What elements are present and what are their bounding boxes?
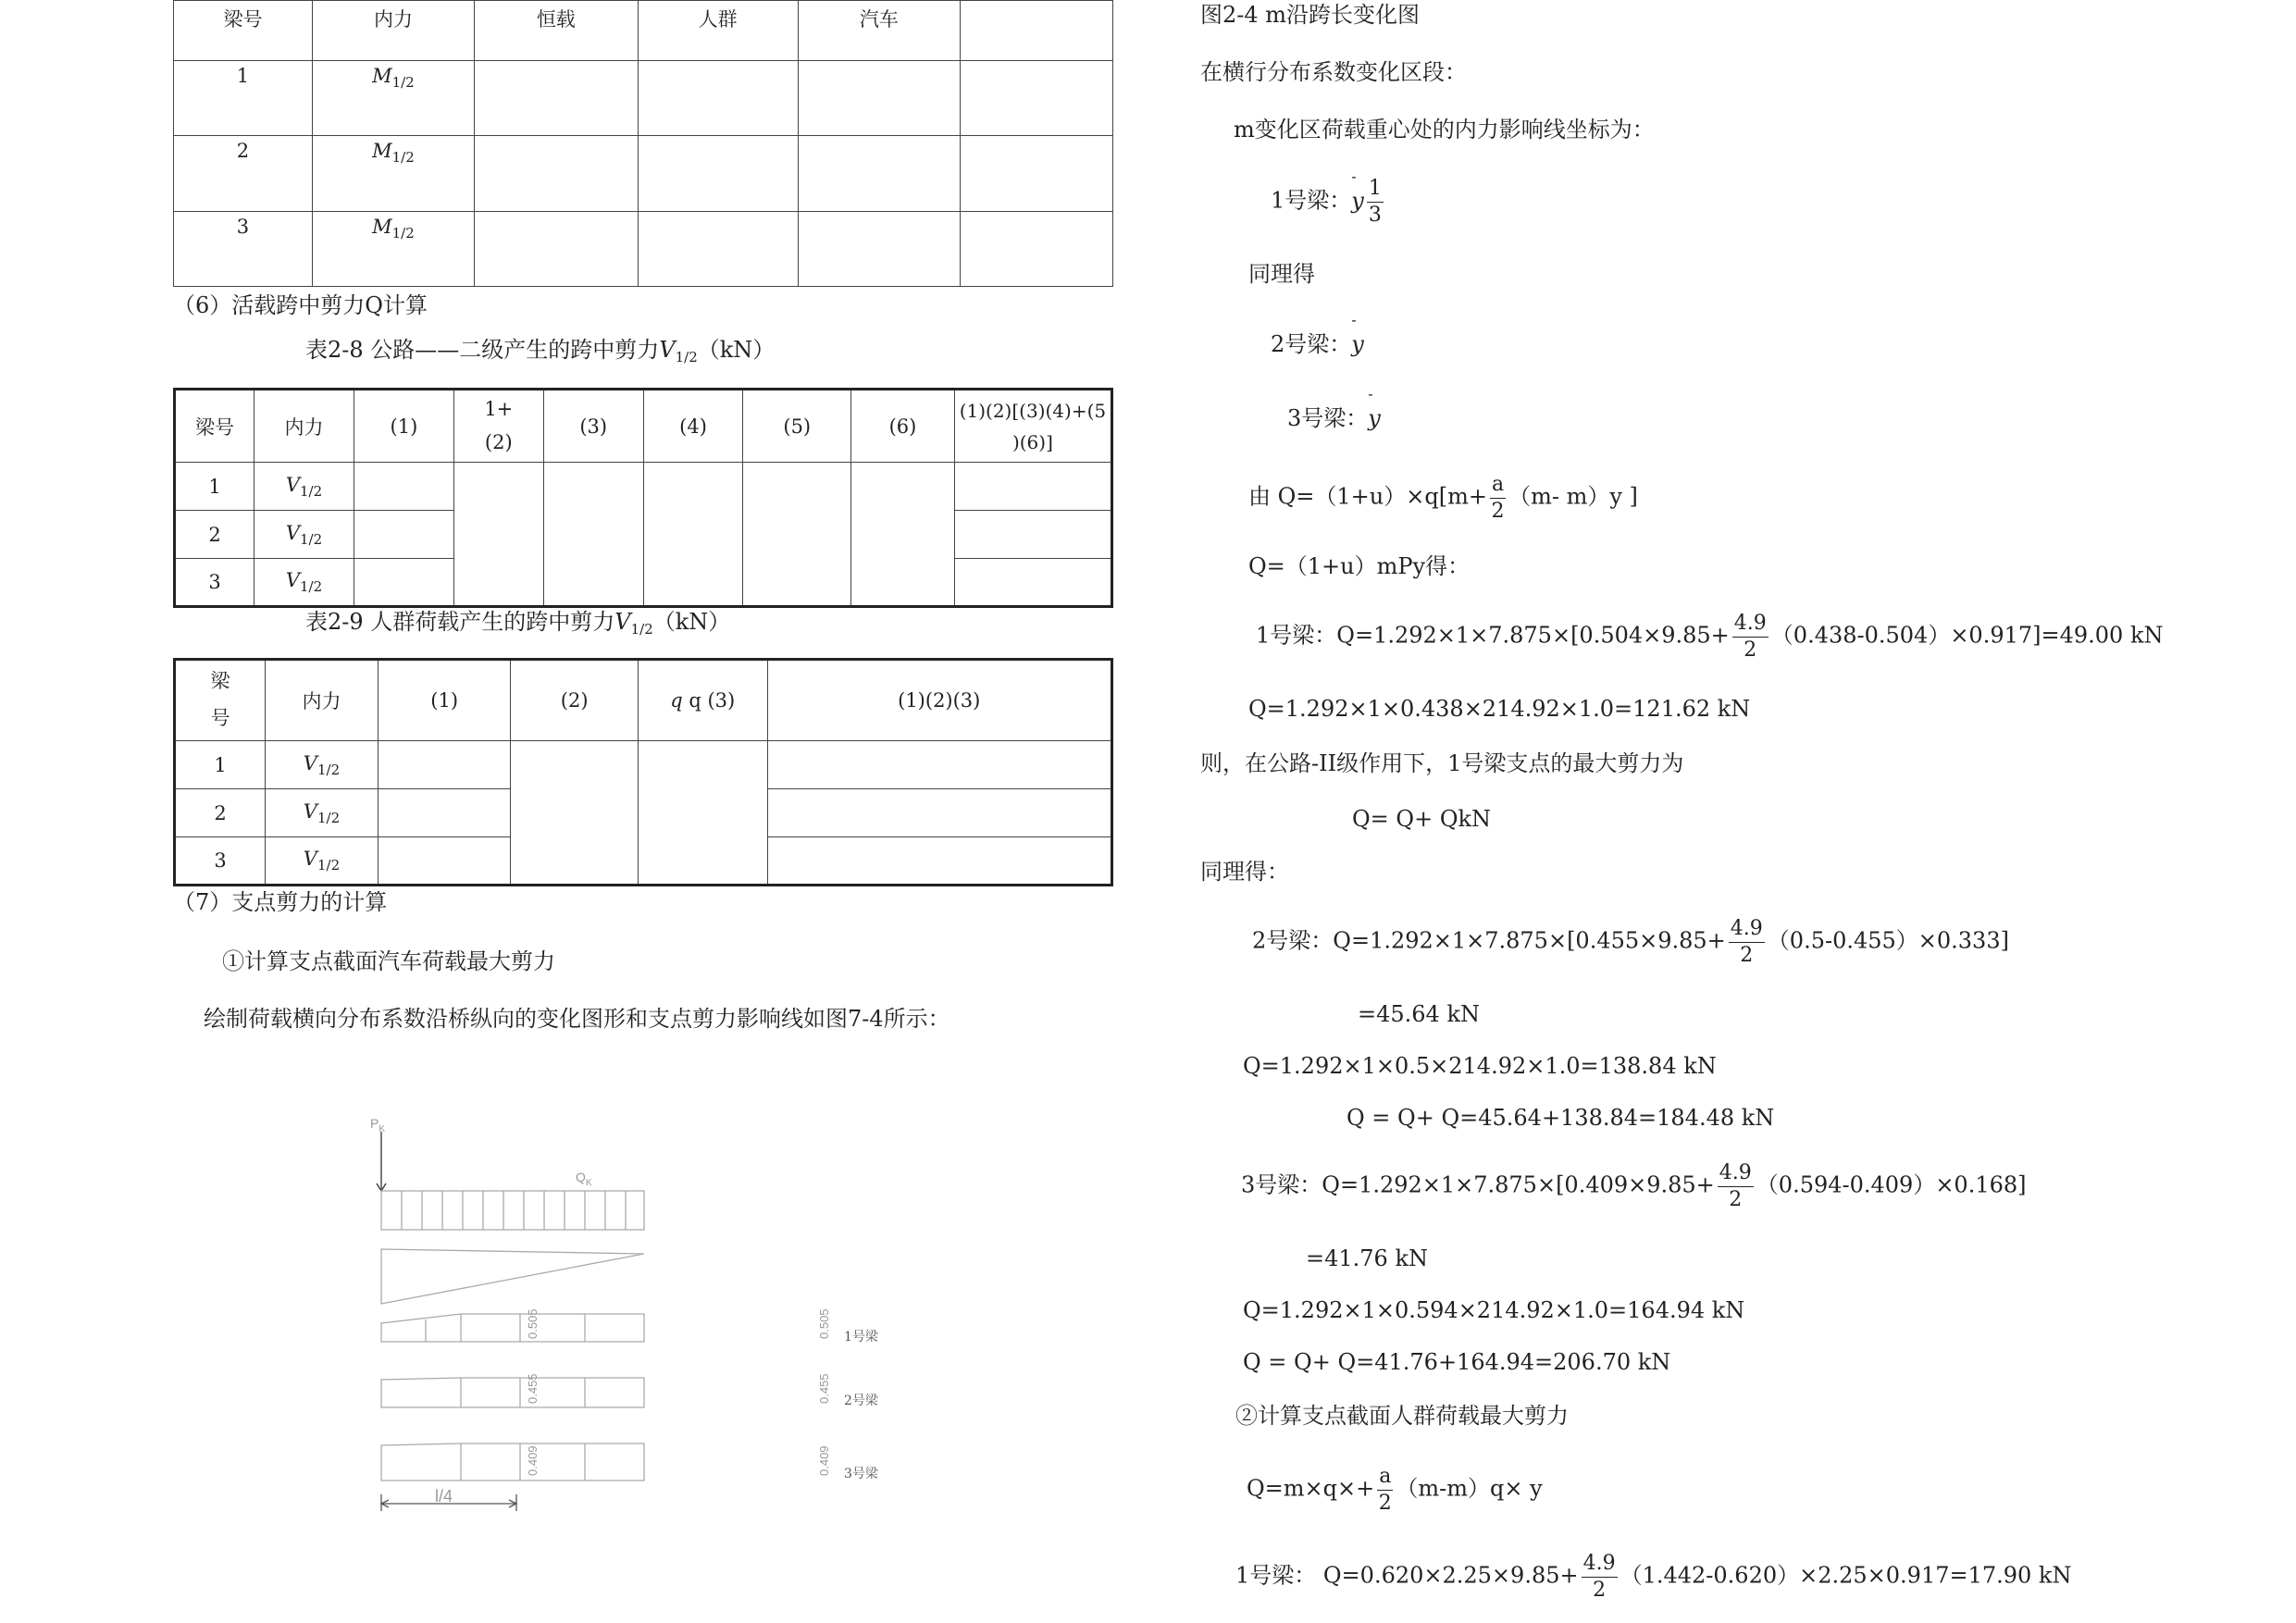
force-cell: $M_{1/2}$ [312, 136, 474, 212]
zone-text: 在横行分布系数变化区段： [1200, 59, 1467, 85]
span-label: l/4 [435, 1487, 453, 1505]
row-number: 3 [175, 837, 266, 886]
header-cell: (5) [743, 390, 851, 463]
table-2-8 [173, 388, 1113, 608]
force-cell: $V_{1/2}$ [254, 463, 354, 511]
row-number: 3 [174, 212, 313, 287]
row-number: 1 [174, 61, 313, 136]
beam-label: 1号梁 [844, 1330, 878, 1344]
influence-line-diagram [361, 1106, 898, 1531]
calc-line: Q = Q+ Q=41.76+164.94=206.70 kN [1243, 1349, 1671, 1375]
header-cell: 汽车 [798, 1, 961, 61]
formula-q2: Q=（1+u）mPy得： [1248, 553, 1471, 579]
table-caption-2-8: 表2-8 公路——二级产生的跨中剪力$V_{1/2}(kN)$ [305, 337, 776, 365]
header-cell: (1)(2)[(3)(4)+(5 )(6)] [954, 390, 1111, 463]
header-cell: (1)(2)(3) [767, 660, 1112, 741]
calc-line: Q=1.292×1×0.594×214.92×1.0=164.94 kN [1243, 1297, 1745, 1323]
header-cell: 1+ (2) [453, 390, 543, 463]
value-label: 0.409 [526, 1445, 540, 1476]
section-heading-6: （6）活载跨中剪力Q计算 [173, 292, 428, 318]
beam-label: 2号梁 [844, 1394, 878, 1408]
row-number: 2 [175, 789, 266, 837]
beam-label: 3号梁 [844, 1467, 878, 1481]
value-label: 0.455 [526, 1373, 540, 1404]
header-cell: (6) [851, 390, 955, 463]
row-number: 2 [174, 136, 313, 212]
calc-line: Q=m×q×+ $\frac{a}{2}$ （m-m）q× y [1247, 1465, 1543, 1515]
header-cell: 内力 [312, 1, 474, 61]
calc-line: 1号梁： Q=0.620×2.25×9.85+ $\frac{4.9}{2}$ （1.442-0.620）×2.25×0.917=17.90 kN [1235, 1552, 2072, 1602]
force-cell: $V_{1/2}$ [266, 741, 379, 789]
force-cell: $V_{1/2}$ [254, 511, 354, 559]
internal-force-table [173, 0, 1113, 287]
calc-line: 1号梁：Q=1.292×1×7.875×[0.504×9.85+ $\frac{4.9}{2}$ （0.438-0.504）×0.917]=49.00 kN [1256, 612, 2164, 662]
figure-title: 图2-4 m沿跨长变化图 [1200, 2, 1421, 28]
header-cell: q q (3) [638, 660, 767, 741]
row-number: 2 [175, 511, 254, 559]
table-caption-2-9: 表2-9 人群荷载产生的跨中剪力$V_{1/2}(kN)$ [305, 609, 731, 638]
header-cell: 梁号 [175, 390, 254, 463]
header-cell: 梁号 [174, 1, 313, 61]
qk-label: $Q_K$ [576, 1170, 592, 1188]
figure-intro-text: 绘制荷载横向分布系数沿桥纵向的变化图形和支点剪力影响线如图7-4所示： [204, 1006, 950, 1032]
header-cell: (4) [643, 390, 743, 463]
row-number: 1 [175, 463, 254, 511]
calc-line: =45.64 kN [1358, 1001, 1480, 1027]
force-cell: $V_{1/2}$ [266, 837, 379, 886]
calc-line: 则，在公路-II级作用下，1号梁支点的最大剪力为 [1200, 750, 1684, 776]
coord-text: m变化区荷载重心处的内力影响线坐标为： [1234, 117, 1655, 142]
force-cell: $V_{1/2}$ [254, 559, 354, 607]
value-label: 0.505 [526, 1308, 540, 1339]
calc-line: 3号梁：Q=1.292×1×7.875×[0.409×9.85+ $\frac{4.9}{2}$ （0.594-0.409）×0.168] [1241, 1161, 2027, 1211]
beam3-coord: 3号梁：- y [1287, 407, 1381, 429]
section-heading-7: （7）支点剪力的计算 [173, 889, 388, 915]
beam2-coord: 2号梁：- y [1271, 333, 1364, 355]
header-cell: 恒载 [474, 1, 638, 61]
header-cell: (3) [543, 390, 643, 463]
row-number: 3 [175, 559, 254, 607]
calc-line: Q = Q+ Q=45.64+138.84=184.48 kN [1347, 1105, 1775, 1131]
calc-line: Q=1.292×1×0.5×214.92×1.0=138.84 kN [1243, 1053, 1717, 1079]
force-cell: $V_{1/2}$ [266, 789, 379, 837]
calc-line: 同理得： [1200, 859, 1289, 885]
header-cell: 梁 号 [175, 660, 266, 741]
load-hatch [402, 1191, 626, 1230]
header-cell: 人群 [638, 1, 798, 61]
force-cell: $M_{1/2}$ [312, 212, 474, 287]
pk-label: $P_K$ [370, 1116, 386, 1134]
header-cell: 内力 [254, 390, 354, 463]
calc-line: 2号梁：Q=1.292×1×7.875×[0.455×9.85+ $\frac{4.9}{2}$ （0.5-0.455）×0.333] [1252, 917, 2009, 967]
calc-line: =41.76 kN [1306, 1245, 1428, 1271]
value-label: 0.409 [817, 1445, 831, 1476]
calc-line: Q=1.292×1×0.438×214.92×1.0=121.62 kN [1248, 696, 1751, 722]
beam1-coord: 1号梁：- y $\frac{1}{3}$ [1271, 176, 1386, 228]
step-2-heading: ②计算支点截面人群荷载最大剪力 [1235, 1403, 1569, 1429]
value-label: 0.455 [817, 1373, 831, 1404]
force-cell: $M_{1/2}$ [312, 61, 474, 136]
header-cell [961, 1, 1113, 61]
header-cell: (1) [354, 390, 453, 463]
row-number: 1 [175, 741, 266, 789]
same-text: 同理得 [1248, 261, 1315, 287]
header-cell: (2) [511, 660, 639, 741]
calc-line: Q= Q+ QkN [1352, 806, 1492, 832]
value-label: 0.505 [817, 1308, 831, 1339]
formula-q: 由 Q=（1+u）×q[m+ $\frac{a}{2}$ （m- m）y ] [1248, 473, 1638, 523]
table-2-9 [173, 658, 1113, 886]
header-cell: (1) [378, 660, 510, 741]
step-1-heading: ①计算支点截面汽车荷载最大剪力 [222, 948, 555, 974]
header-cell: 内力 [266, 660, 379, 741]
